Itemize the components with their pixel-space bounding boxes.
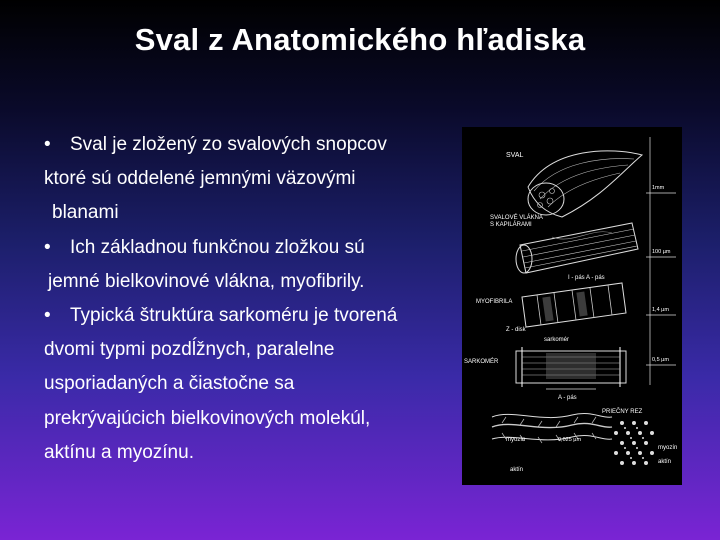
label-sval: SVAL: [506, 152, 524, 159]
muscle-drawing: [528, 151, 642, 217]
label-myozin-right: myozín: [658, 445, 678, 451]
slide-title: Sval z Anatomického hľadiska: [134, 22, 586, 57]
text-line: usporiadaných a čiastočne sa: [44, 373, 295, 395]
muscle-structure-figure: [462, 127, 682, 485]
bullet-line-3: • Typická štruktúra sarkoméru je tvorená: [44, 299, 464, 333]
label-a-pas: A - pás: [558, 395, 577, 401]
label-sarkomer: SARKOMÉR: [464, 359, 499, 365]
muscle-fibers-drawing: [516, 223, 638, 273]
text-line: ktoré sú oddelené jemnými väzovými: [44, 168, 356, 190]
bullet-line-2: • Ich základnou funkčnou zložkou sú: [44, 231, 464, 265]
text-line: jemné bielkovinové vlákna, myofibrily.: [48, 270, 365, 292]
slide-body: [44, 128, 464, 470]
label-scale-100um: 100 µm: [652, 249, 671, 255]
label-sarkomer-small: sarkomér: [544, 337, 570, 343]
bullet-marker: •: [44, 236, 51, 258]
text-line: aktínu a myozínu.: [44, 441, 194, 463]
myofibril-drawing: [522, 283, 626, 327]
label-aktin-right: aktín: [658, 459, 672, 465]
label-priecny-rez: PRIEČNY REZ: [602, 409, 643, 415]
label-svalove-vlakna: SVALOVÉ VLÁKNA: [490, 215, 543, 221]
text-line: dvomi typmi pozdĺžnych, paralelne: [44, 339, 335, 361]
sarcomere-drawing: [516, 347, 626, 389]
label-z-disk: Z - disk: [506, 327, 526, 333]
bullet-line-1: • Sval je zložený zo svalových snopcov: [44, 128, 464, 162]
label-i-pas-a-pas: I - pás A - pás: [568, 275, 605, 281]
label-myozin-left: myozín: [506, 437, 526, 443]
cross-section-drawing: [614, 421, 654, 465]
label-scale-small: 0,025 µm: [558, 437, 582, 443]
label-myofibrila: MYOFIBRILA: [476, 299, 513, 305]
text-line: blanami: [52, 202, 119, 224]
text-line: prekrývajúcich bielkovinových molekúl,: [44, 407, 371, 429]
bullet-marker: •: [44, 134, 51, 155]
label-scale-1mm: 1mm: [652, 185, 665, 191]
muscle-diagram: [462, 127, 682, 485]
label-scale-0-5um: 0,5 µm: [652, 357, 669, 363]
label-scale-1-4um: 1,4 µm: [652, 307, 669, 313]
label-aktin-left: aktín: [510, 467, 524, 473]
bullet-marker: •: [44, 305, 51, 327]
label-s-kapilarami: S KAPILÁRAMI: [490, 222, 532, 228]
